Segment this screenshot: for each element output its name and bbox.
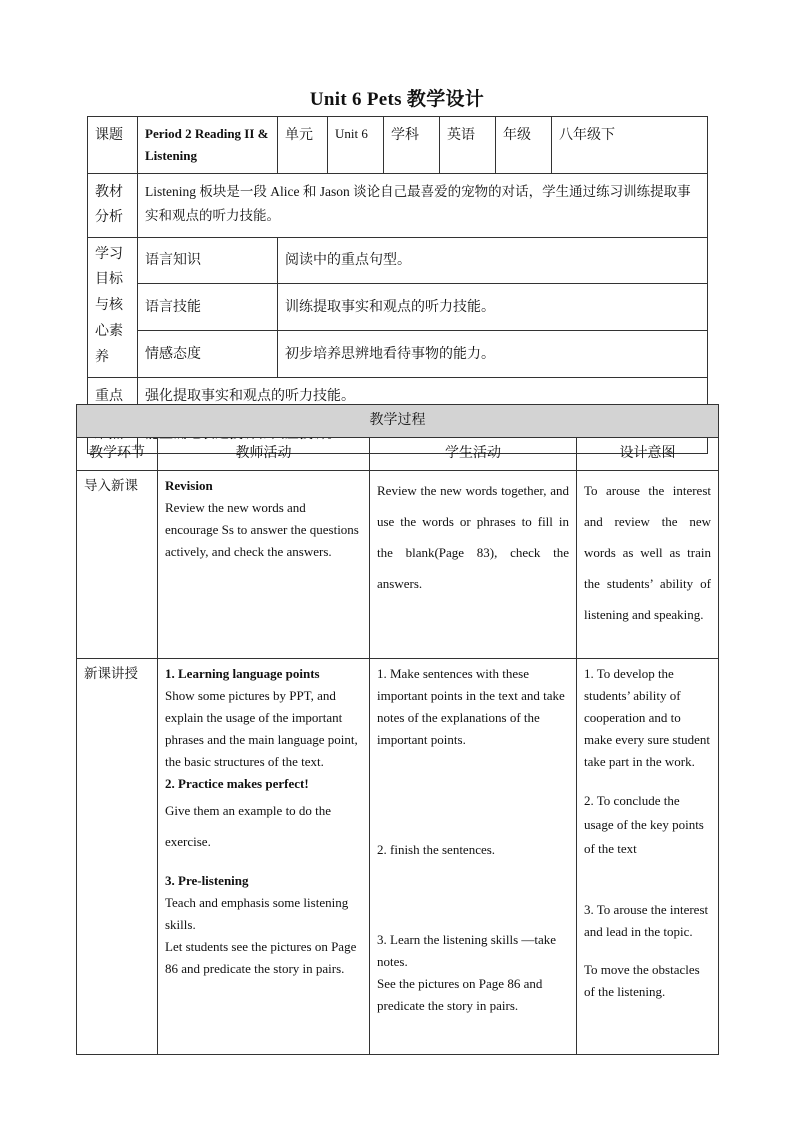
new-intent-cell — [577, 658, 719, 1054]
goals-label: 学习目标与核心素养 — [88, 237, 138, 377]
teacher-step-title: 3. Pre-listening — [165, 872, 249, 888]
goal-row — [88, 331, 708, 378]
material-value: Listening 板块是一段 Alice 和 Jason 谈论自己最喜爱的宠物的对话，学生通过练习训练提取事实和观点的听力技能。 — [138, 174, 708, 237]
material-row — [88, 174, 708, 237]
new-stage: 新课讲授 — [77, 658, 158, 1054]
subject-label: 学科 — [384, 117, 440, 174]
goal-row — [88, 284, 708, 331]
new-teacher-cell — [158, 658, 370, 1054]
unit-label: 单元 — [278, 117, 328, 174]
page-title: Unit 6 Pets 教学设计 — [309, 89, 485, 110]
intro-teacher-title: Revision — [165, 477, 213, 493]
column-header: 学生活动 — [370, 437, 577, 470]
new-lesson-row — [77, 658, 719, 1054]
teacher-step-text: Show some pictures by PPT, and explain the usage of the important phrases and the main language point, the basic structures of the text. — [165, 687, 358, 769]
student-step-text: See the pictures on Page 86 and predicate the story in pairs. — [377, 976, 543, 1014]
teacher-step-text: Give them an example to do the exercise. — [165, 803, 332, 850]
goal-name: 情感态度 — [138, 331, 278, 378]
teacher-step-title: 2. Practice makes perfect! — [165, 776, 309, 792]
subject-value: 英语 — [440, 117, 496, 174]
goal-value: 训练提取事实和观点的听力技能。 — [278, 284, 708, 331]
student-step-text: 1. Make sentences with these important points in the text and take notes of the explanations of the important points. — [377, 665, 565, 747]
teacher-step-title: 1. Learning language points — [165, 665, 320, 681]
intro-teacher-text: Review the new words and encourage Ss to answer the questions actively, and check the answers. — [165, 499, 359, 559]
process-table — [76, 404, 719, 1055]
intent-step-text: To move the obstacles of the listening. — [584, 962, 700, 1000]
intro-row — [77, 470, 719, 658]
intro-teacher-cell — [158, 470, 370, 658]
process-heading-row — [77, 405, 719, 438]
new-student-cell — [370, 658, 577, 1054]
course-label: 课题 — [88, 117, 138, 174]
column-header: 教师活动 — [158, 437, 370, 470]
material-label: 教材分析 — [88, 174, 138, 237]
teacher-step-text: Teach and emphasis some listening skills. — [165, 894, 349, 932]
goal-name: 语言技能 — [138, 284, 278, 331]
column-header: 教学环节 — [77, 437, 158, 470]
process-columns-row — [77, 437, 719, 470]
student-step-text: 3. Learn the listening skills —take notes. — [377, 932, 557, 970]
grade-label: 年级 — [496, 117, 552, 174]
grade-value: 八年级下 — [552, 117, 708, 174]
intent-step-text: 1. To develop the students’ ability of cooperation and to make every sure student take part in the work. — [584, 665, 710, 769]
process-heading: 教学过程 — [77, 405, 719, 438]
unit-value: Unit 6 — [328, 117, 384, 174]
goal-value: 阅读中的重点句型。 — [278, 237, 708, 284]
course-value: Period 2 Reading II & Listening — [138, 117, 278, 174]
intent-step-text: 2. To conclude the usage of the key points of the text — [584, 793, 704, 857]
column-header: 设计意图 — [577, 437, 719, 470]
key-value: 强化提取事实和观点的听力技能。 — [138, 378, 708, 416]
teacher-step-text: Let students see the pictures on Page 86 and predicate the story in pairs. — [165, 938, 357, 976]
intro-student-cell — [370, 470, 577, 658]
key-label: 重点 — [88, 378, 138, 416]
intro-stage: 导入新课 — [77, 470, 158, 658]
intro-intent-cell — [577, 470, 719, 658]
student-step-text: 2. finish the sentences. — [377, 841, 496, 857]
course-row — [88, 117, 708, 174]
goal-value: 初步培养思辨地看待事物的能力。 — [278, 331, 708, 378]
goal-row — [88, 237, 708, 284]
intro-intent-text: To arouse the interest and review the new words as well as train the students’ ability of listening and speaking. — [584, 482, 711, 623]
intent-step-text: 3. To arouse the interest and lead in the topic. — [584, 902, 709, 940]
intro-student-text: Review the new words together, and use the words or phrases to fill in the blank(Page 83), check the answers. — [377, 482, 569, 592]
goal-name: 语言知识 — [138, 237, 278, 284]
